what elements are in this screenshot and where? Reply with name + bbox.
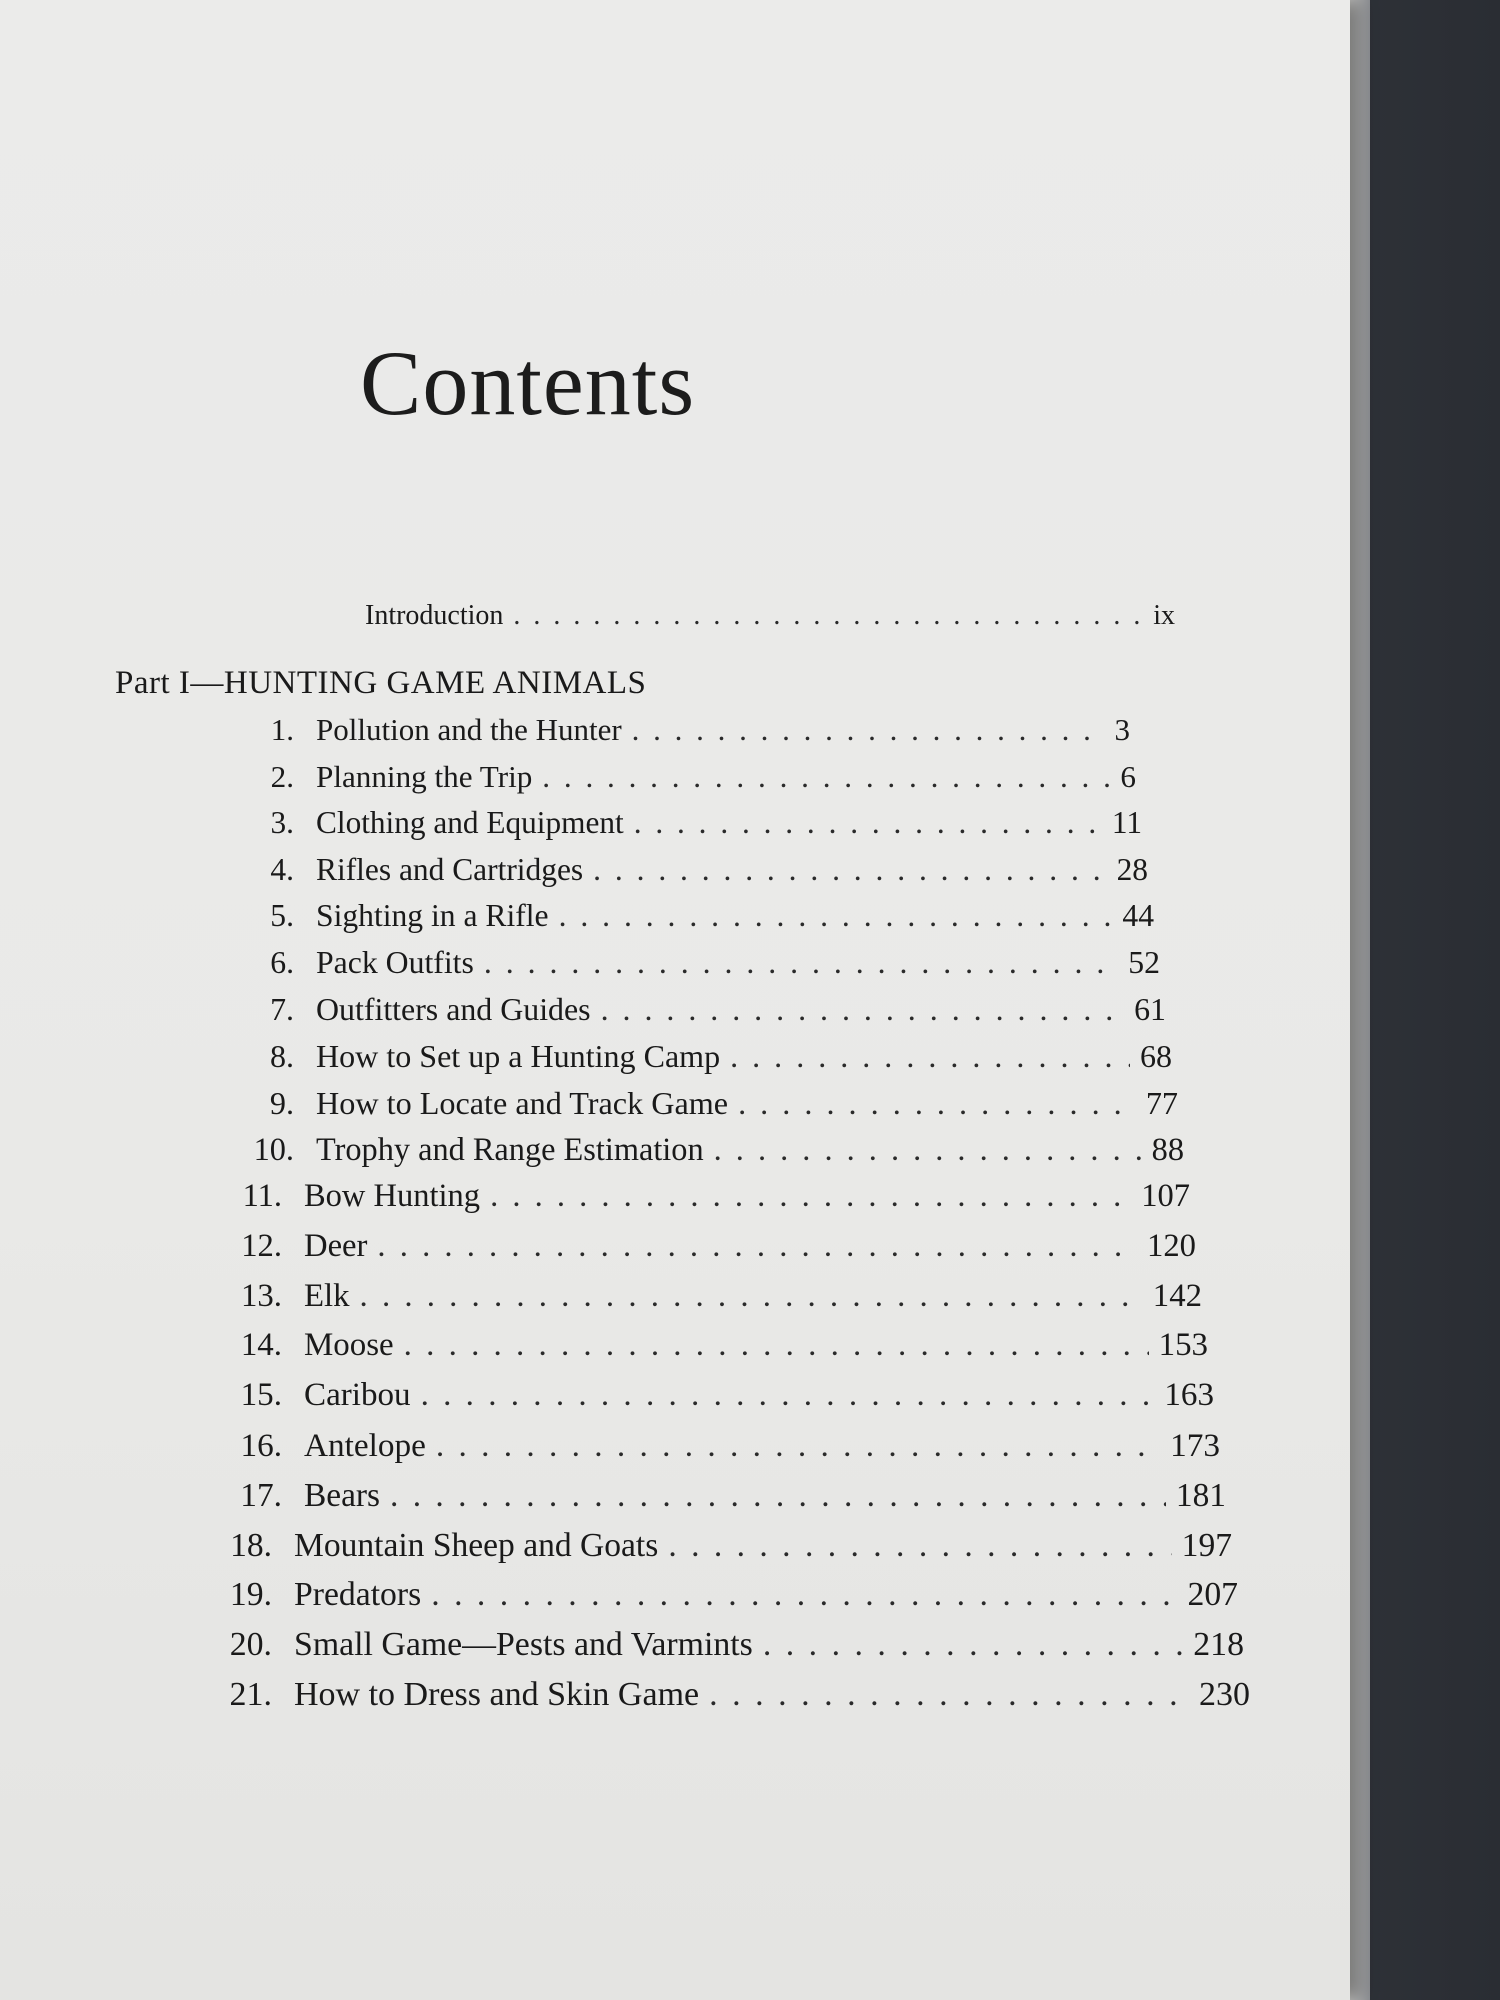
chapter-page-number: 173 xyxy=(1170,1427,1220,1464)
leader-dots xyxy=(513,600,1143,632)
chapter-page-number: 153 xyxy=(1158,1327,1208,1364)
leader-dots xyxy=(714,1131,1142,1168)
introduction-label: Introduction xyxy=(365,600,504,631)
toc-row xyxy=(232,712,1130,758)
chapter-page-number: 44 xyxy=(1122,898,1154,934)
chapter-number: 15. xyxy=(240,1377,282,1414)
leader-dots xyxy=(490,1178,1131,1215)
leader-dots xyxy=(632,712,1105,748)
toc-row xyxy=(220,1327,1208,1373)
toc-row xyxy=(232,898,1154,944)
chapter-title: Trophy and Range Estimation xyxy=(316,1131,704,1168)
toc-row xyxy=(210,1626,1244,1672)
toc-row xyxy=(232,759,1136,805)
chapter-number: 13. xyxy=(241,1277,282,1314)
chapter-page-number: 230 xyxy=(1199,1676,1250,1713)
toc-row xyxy=(210,1527,1232,1573)
chapter-number: 10. xyxy=(253,1131,294,1168)
chapter-number: 11. xyxy=(242,1178,282,1214)
chapter-number: 6. xyxy=(270,945,294,980)
toc-row xyxy=(232,1085,1178,1131)
leader-dots xyxy=(730,1038,1130,1075)
chapter-page-number: 107 xyxy=(1141,1178,1190,1214)
leader-dots xyxy=(542,759,1110,795)
leader-dots xyxy=(593,852,1106,888)
leader-dots xyxy=(709,1676,1189,1714)
introduction-page: ix xyxy=(1153,600,1175,631)
chapter-title: Predators xyxy=(294,1576,422,1614)
chapter-title: Outfitters and Guides xyxy=(316,991,591,1027)
chapter-title: Caribou xyxy=(304,1377,411,1414)
chapter-title: Pack Outfits xyxy=(316,945,474,980)
chapter-page-number: 207 xyxy=(1187,1576,1238,1614)
toc-row xyxy=(220,1477,1226,1523)
chapter-number: 18. xyxy=(230,1526,272,1564)
part-heading: Part I—HUNTING GAME ANIMALS xyxy=(115,665,647,701)
chapter-number: 12. xyxy=(241,1227,282,1264)
chapter-page-number: 61 xyxy=(1134,991,1166,1027)
chapter-page-number: 163 xyxy=(1164,1377,1214,1414)
chapter-title: Planning the Trip xyxy=(316,758,533,794)
chapter-page-number: 68 xyxy=(1139,1038,1172,1075)
chapter-number: 4. xyxy=(270,851,294,887)
leader-dots xyxy=(404,1327,1149,1364)
leader-dots xyxy=(738,1085,1136,1122)
chapter-title: Antelope xyxy=(304,1427,426,1464)
chapter-title: Sighting in a Rifle xyxy=(316,898,549,934)
chapter-number: 9. xyxy=(269,1084,294,1121)
chapter-number: 3. xyxy=(270,805,294,841)
toc-row xyxy=(232,852,1148,898)
chapter-title: Small Game—Pests and Varmints xyxy=(294,1626,753,1664)
leader-dots xyxy=(360,1278,1143,1315)
toc-row xyxy=(220,1427,1220,1473)
toc-row xyxy=(220,1178,1190,1224)
chapter-title: Mountain Sheep and Goats xyxy=(294,1526,659,1564)
chapter-number: 14. xyxy=(240,1327,282,1364)
toc-row xyxy=(210,1676,1250,1722)
leader-dots xyxy=(763,1626,1183,1664)
toc-row xyxy=(232,945,1160,991)
chapter-page-number: 11 xyxy=(1111,805,1142,841)
leader-dots xyxy=(431,1576,1177,1614)
chapter-page-number: 88 xyxy=(1151,1131,1184,1168)
chapter-page-number: 52 xyxy=(1128,945,1160,980)
chapter-number: 20. xyxy=(229,1626,272,1664)
toc-row xyxy=(220,1377,1214,1423)
leader-dots xyxy=(421,1377,1155,1414)
toc-row xyxy=(232,1038,1172,1084)
chapter-number: 5. xyxy=(270,898,294,934)
toc-row xyxy=(210,1576,1238,1622)
page-edge xyxy=(1350,0,1370,2000)
chapter-number: 19. xyxy=(229,1576,272,1614)
chapter-number: 2. xyxy=(270,758,294,794)
chapter-title: Pollution and the Hunter xyxy=(316,712,622,747)
chapter-number: 8. xyxy=(269,1038,294,1075)
chapter-title: Rifles and Cartridges xyxy=(316,851,584,887)
leader-dots xyxy=(559,898,1113,934)
chapter-page-number: 197 xyxy=(1181,1526,1232,1564)
leader-dots xyxy=(668,1527,1171,1565)
chapter-title: How to Locate and Track Game xyxy=(316,1084,729,1121)
chapter-page-number: 218 xyxy=(1193,1626,1244,1664)
leader-dots xyxy=(601,992,1125,1028)
chapter-page-number: 77 xyxy=(1145,1084,1178,1121)
chapter-title: Deer xyxy=(304,1227,368,1264)
chapter-page-number: 3 xyxy=(1114,712,1130,747)
page-title: Contents xyxy=(360,332,696,434)
chapter-page-number: 28 xyxy=(1116,851,1148,887)
chapter-title: Elk xyxy=(304,1277,350,1314)
chapter-page-number: 6 xyxy=(1120,758,1136,794)
chapter-title: How to Set up a Hunting Camp xyxy=(316,1038,721,1075)
chapter-number: 16. xyxy=(240,1427,282,1464)
toc-row xyxy=(232,1131,1184,1177)
leader-dots xyxy=(377,1228,1137,1265)
chapter-number: 21. xyxy=(229,1676,272,1713)
introduction-row xyxy=(365,600,1175,646)
chapter-title: Moose xyxy=(304,1327,394,1364)
toc-row xyxy=(232,805,1142,851)
leader-dots xyxy=(390,1477,1166,1515)
toc-row xyxy=(232,992,1166,1038)
leader-dots xyxy=(484,945,1118,981)
leader-dots xyxy=(436,1427,1160,1465)
chapter-number: 7. xyxy=(270,991,294,1027)
toc-row xyxy=(220,1228,1196,1274)
chapter-page-number: 181 xyxy=(1175,1476,1226,1514)
chapter-title: Bears xyxy=(304,1476,381,1514)
chapter-number: 17. xyxy=(240,1476,282,1514)
chapter-title: Clothing and Equipment xyxy=(316,805,624,841)
leader-dots xyxy=(634,805,1102,841)
toc-row xyxy=(220,1278,1202,1324)
chapter-title: How to Dress and Skin Game xyxy=(294,1676,700,1713)
chapter-page-number: 120 xyxy=(1147,1227,1196,1264)
chapter-title: Bow Hunting xyxy=(304,1178,481,1214)
chapter-page-number: 142 xyxy=(1152,1277,1202,1314)
chapter-number: 1. xyxy=(270,712,294,747)
